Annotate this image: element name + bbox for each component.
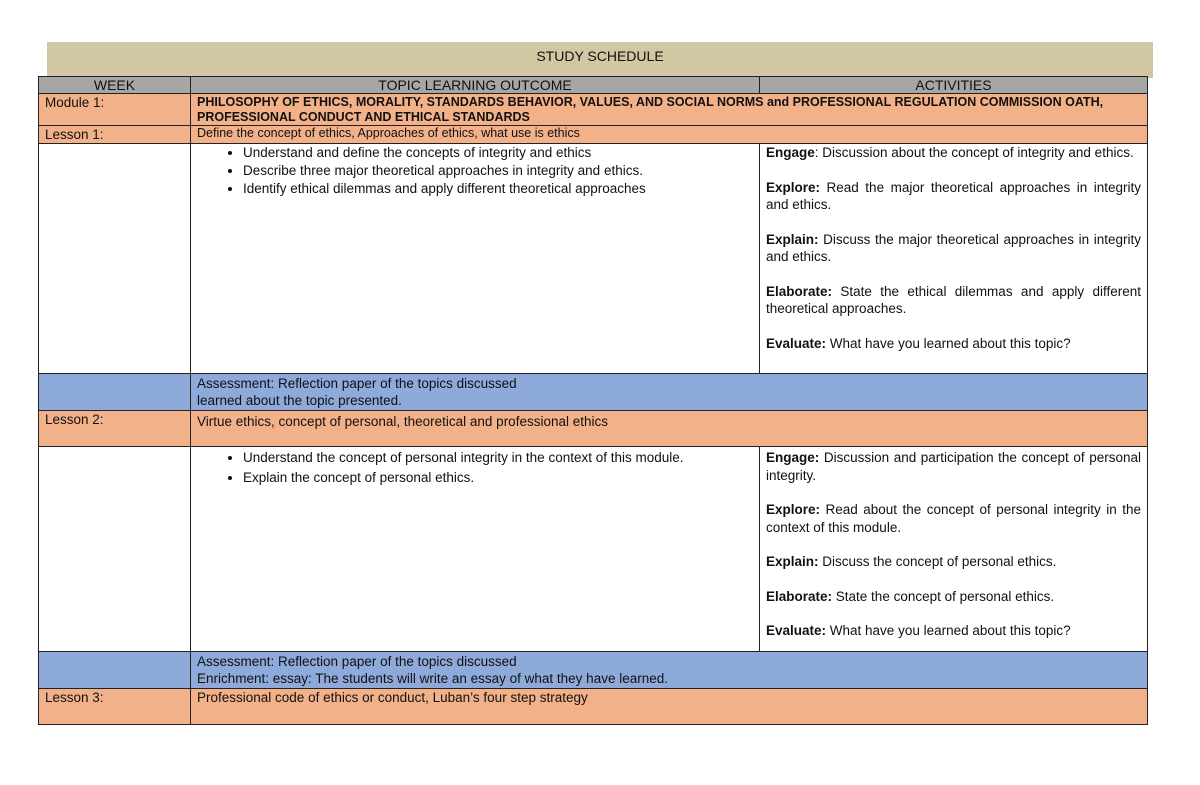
lesson1-row: [39, 126, 1148, 144]
assessment-text: Assessment: Reflection paper of the topics discussed: [197, 654, 517, 669]
lesson2-content-row: [39, 447, 1148, 652]
lesson1-assessment-row: [39, 374, 1148, 411]
lesson2-outcome-list: [197, 449, 753, 487]
lesson3-row: [39, 689, 1148, 725]
activity-text: What have you learned about this topic?: [826, 623, 1071, 638]
lesson2-activities: [760, 447, 1148, 652]
list-item: • Understand the concept of personal integrity in the context of this module.: [243, 449, 753, 467]
activity-label: Elaborate:: [766, 588, 833, 604]
module-row: [39, 94, 1148, 126]
activity-text: Read the major theoretical approaches in integrity and ethics.: [766, 179, 1141, 212]
module-topic: PHILOSOPHY OF ETHICS, MORALITY, STANDARDS BEHAVIOR, VALUES, AND SOCIAL NORMS and PROFESSIONAL REGULATION COMMISSION OATH, PROFESSIONAL CONDUCT AND ETHICAL STANDARDS: [191, 94, 1148, 126]
activity-label: Engage:: [766, 450, 820, 465]
enrichment-text: Enrichment: essay: The students will write an essay of what they have learned.: [197, 671, 668, 686]
study-schedule-table: [38, 76, 1148, 725]
lesson1-content-row: [39, 144, 1148, 374]
activity-text: Discuss the major theoretical approaches in integrity and ethics.: [766, 231, 1141, 264]
lesson3-topic: Professional code of ethics or conduct, Luban’s four step strategy: [191, 689, 1148, 725]
activity-explore: [766, 501, 1141, 536]
lesson1-week: Lesson 1:: [39, 126, 191, 144]
list-item: • Understand and define the concepts of integrity and ethics: [243, 144, 753, 162]
lesson1-week-empty: [39, 144, 191, 374]
list-item: • Describe three major theoretical approaches in integrity and ethics.: [243, 162, 753, 180]
activity-evaluate: [766, 622, 1141, 640]
activity-explain: [766, 553, 1141, 571]
list-item: • Identify ethical dilemmas and apply different theoretical approaches: [243, 180, 753, 198]
activity-text: State the concept of personal ethics.: [832, 588, 1055, 604]
lesson2-assessment-row: [39, 652, 1148, 689]
lesson1-assessment-week-empty: [39, 374, 191, 411]
list-item: • Explain the concept of personal ethics.: [243, 469, 753, 487]
activity-label: Elaborate:: [766, 283, 833, 299]
lesson2-assessment: [191, 652, 1148, 689]
lesson1-assessment: [191, 374, 1148, 411]
activity-label: Engage: [766, 145, 815, 160]
lesson1-topic: Define the concept of ethics, Approaches of ethics, what use is ethics: [191, 126, 1148, 144]
activity-label: Explore:: [766, 502, 821, 517]
lesson1-outcomes: [191, 144, 760, 374]
lesson2-week: Lesson 2:: [39, 411, 191, 447]
activity-elaborate: [766, 283, 1141, 318]
lesson2-topic: Virtue ethics, concept of personal, theoretical and professional ethics: [191, 411, 1148, 447]
activity-label: Explain:: [766, 231, 819, 247]
activity-label: Evaluate:: [766, 623, 827, 638]
activity-explain: [766, 231, 1141, 266]
header-activities: ACTIVITIES: [760, 77, 1148, 94]
lesson2-assessment-week-empty: [39, 652, 191, 689]
assessment-text: learned about the topic presented.: [197, 393, 402, 408]
module-week: Module 1:: [39, 94, 191, 126]
activity-label: Evaluate:: [766, 335, 827, 351]
header-week: WEEK: [39, 77, 191, 94]
lesson1-outcome-list: [197, 144, 753, 198]
activity-text: What have you learned about this topic?: [826, 335, 1071, 351]
lesson3-week: Lesson 3:: [39, 689, 191, 725]
activity-text: Discussion and participation the concept of personal integrity.: [766, 450, 1141, 483]
activity-evaluate: [766, 335, 1141, 353]
lesson2-row: [39, 411, 1148, 447]
activity-label: Explore:: [766, 179, 821, 195]
activity-explore: [766, 179, 1141, 214]
activity-text: Read about the concept of personal integrity in the context of this module.: [766, 502, 1141, 535]
activity-engage: [766, 144, 1141, 162]
document-title: STUDY SCHEDULE: [47, 42, 1153, 78]
lesson2-outcomes: [191, 447, 760, 652]
header-outcome: TOPIC LEARNING OUTCOME: [191, 77, 760, 94]
table-header-row: [39, 77, 1148, 94]
lesson1-activities: [760, 144, 1148, 374]
assessment-text: Assessment: Reflection paper of the topics discussed: [197, 376, 517, 391]
activity-text: State the ethical dilemmas and apply different theoretical approaches.: [766, 283, 1141, 316]
activity-text: : Discussion about the concept of integrity and ethics.: [814, 145, 1134, 160]
activity-label: Explain:: [766, 554, 819, 569]
lesson2-week-empty: [39, 447, 191, 652]
activity-text: Discuss the concept of personal ethics.: [818, 554, 1057, 569]
activity-engage: [766, 449, 1141, 484]
activity-elaborate: [766, 588, 1141, 606]
